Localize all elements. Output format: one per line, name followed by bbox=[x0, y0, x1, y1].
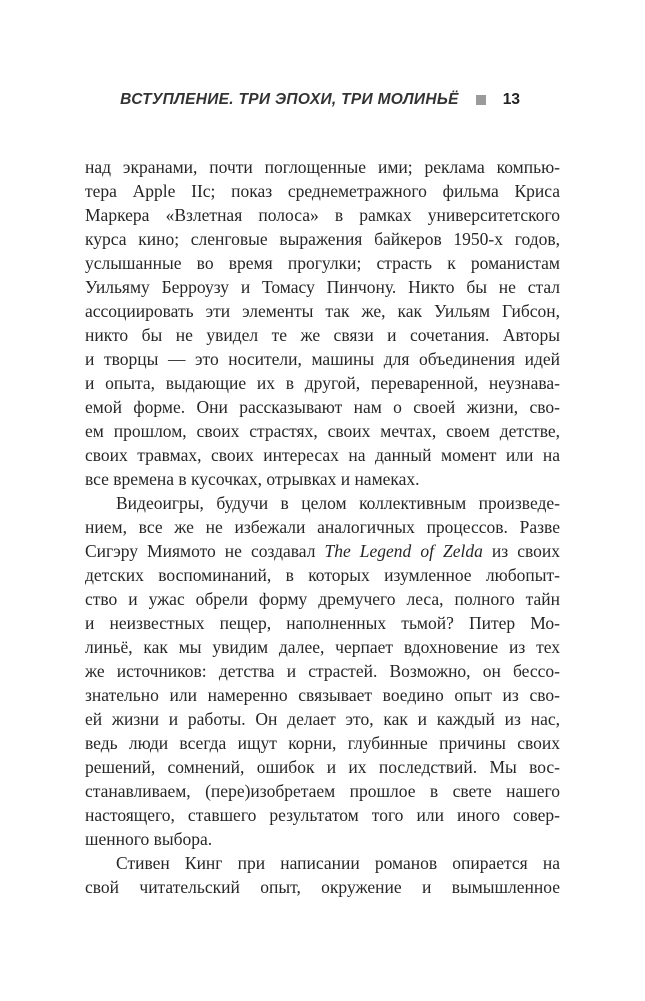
text-segment: и неизвестных пещер, наполненных тьмой? Питер Мо- bbox=[85, 613, 560, 633]
running-head bbox=[85, 90, 560, 110]
text-segment: знательно или намеренно связывает воедино опыт из сво- bbox=[85, 685, 560, 705]
text-segment: настоящего, ставшего результатом того или иного совер- bbox=[85, 805, 560, 825]
text-line bbox=[85, 275, 560, 299]
text-line bbox=[85, 683, 560, 707]
body-text bbox=[85, 155, 560, 899]
text-line bbox=[85, 443, 560, 467]
text-line bbox=[85, 563, 560, 587]
text-line bbox=[85, 155, 560, 179]
text-segment: и творцы — это носители, машины для объединения идей bbox=[85, 349, 560, 369]
text-segment: Стивен Кинг при написании романов опирается на bbox=[116, 853, 560, 873]
text-line bbox=[85, 803, 560, 827]
text-line bbox=[85, 227, 560, 251]
text-segment: услышанные во время прогулки; страсть к романистам bbox=[85, 253, 560, 273]
text-segment: же источников: детства и страстей. Возможно, он бессо- bbox=[85, 661, 560, 681]
text-segment: емой форме. Они рассказывают нам о своей жизни, сво- bbox=[85, 397, 560, 417]
text-line bbox=[85, 323, 560, 347]
square-ornament-icon bbox=[476, 95, 486, 105]
text-line bbox=[85, 395, 560, 419]
text-segment: ем прошлом, своих страстях, своих мечтах, своем детстве, bbox=[85, 421, 560, 441]
text-line bbox=[85, 251, 560, 275]
text-line bbox=[85, 419, 560, 443]
text-segment: свой читательский опыт, окружение и вымышленное bbox=[85, 877, 560, 897]
text-line bbox=[85, 635, 560, 659]
text-segment: Сигэру Миямото не создавал bbox=[85, 541, 325, 561]
text-line bbox=[85, 371, 560, 395]
text-segment: ассоциировать эти элементы так же, как Уильям Гибсон, bbox=[85, 301, 560, 321]
text-segment: своих травмах, своих интересах на данный момент или на bbox=[85, 445, 560, 465]
text-line bbox=[85, 827, 560, 851]
text-line bbox=[85, 611, 560, 635]
text-segment: ведь люди всегда ищут корни, глубинные причины своих bbox=[85, 733, 560, 753]
text-segment: ей жизни и работы. Он делает это, как и каждый из нас, bbox=[85, 709, 560, 729]
text-line bbox=[85, 515, 560, 539]
text-line bbox=[85, 875, 560, 899]
text-line bbox=[85, 659, 560, 683]
text-line bbox=[85, 851, 560, 875]
text-segment: решений, сомнений, ошибок и их последствий. Мы вос- bbox=[85, 757, 560, 777]
text-segment: станавливаем, (пере)изобретаем прошлое в свете нашего bbox=[85, 781, 560, 801]
text-segment: никто бы не увидел те же связи и сочетания. Авторы bbox=[85, 325, 560, 345]
text-line bbox=[85, 539, 560, 563]
text-segment: и опыта, выдающие их в другой, переваренной, неузнава- bbox=[85, 373, 560, 393]
text-segment: курса кино; сленговые выражения байкеров 1950-х годов, bbox=[85, 229, 560, 249]
text-line bbox=[85, 467, 560, 491]
text-line bbox=[85, 779, 560, 803]
text-line bbox=[85, 587, 560, 611]
text-segment: тера Apple IIc; показ среднеметражного фильма Криса bbox=[85, 181, 560, 201]
text-segment: Видеоигры, будучи в целом коллективным произведе- bbox=[116, 493, 560, 513]
text-segment: ство и ужас обрели форму дремучего леса, полного тайн bbox=[85, 589, 560, 609]
text-segment: все времена в кусочках, отрывках и намеках. bbox=[85, 469, 420, 489]
text-line bbox=[85, 755, 560, 779]
text-line bbox=[85, 491, 560, 515]
text-line bbox=[85, 347, 560, 371]
text-segment: линьё, как мы увидим далее, черпает вдохновение из тех bbox=[85, 637, 560, 657]
text-segment: над экранами, почти поглощенные ими; реклама компью- bbox=[85, 157, 560, 177]
text-segment: детских воспоминаний, в которых изумленное любопыт- bbox=[85, 565, 560, 585]
chapter-title: ВСТУПЛЕНИЕ. ТРИ ЭПОХИ, ТРИ МОЛИНЬЁ bbox=[120, 91, 459, 108]
text-segment: нием, все же не избежали аналогичных процессов. Разве bbox=[85, 517, 560, 537]
page-number: 13 bbox=[502, 91, 520, 108]
text-line bbox=[85, 707, 560, 731]
text-line bbox=[85, 203, 560, 227]
text-line bbox=[85, 299, 560, 323]
text-segment: Уильяму Берроузу и Томасу Пинчону. Никто бы не стал bbox=[85, 277, 560, 297]
text-line bbox=[85, 179, 560, 203]
text-segment: из своих bbox=[482, 541, 560, 561]
italic-work-title: The Legend of Zelda bbox=[324, 541, 483, 561]
text-segment: шенного выбора. bbox=[85, 829, 213, 849]
text-segment: Маркера «Взлетная полоса» в рамках университетского bbox=[85, 205, 560, 225]
text-line bbox=[85, 731, 560, 755]
